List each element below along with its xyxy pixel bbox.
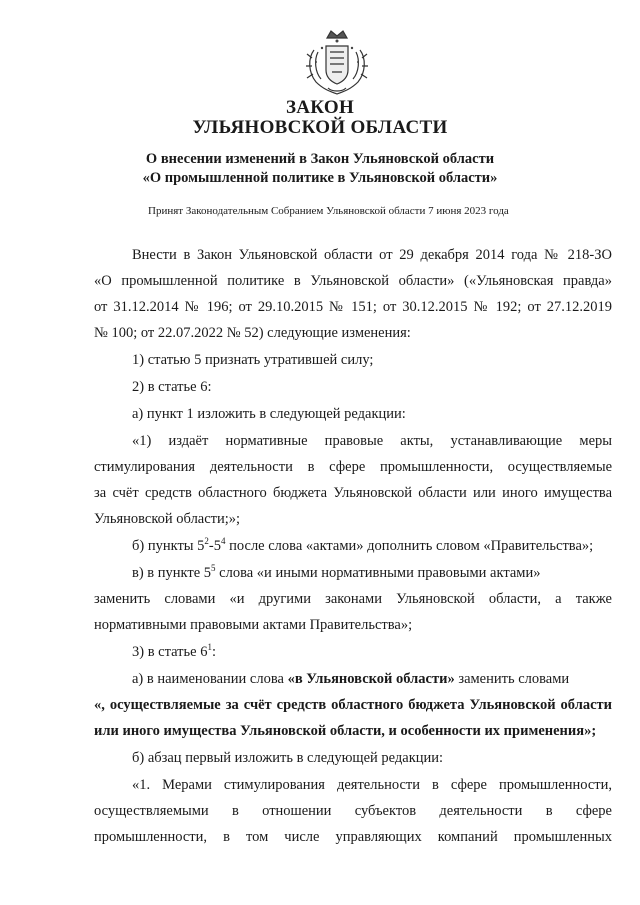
- quote-line: осуществляемыми в отношении субъектов деятельности в сфере: [94, 803, 612, 819]
- coat-of-arms-emblem: [304, 28, 370, 98]
- quote-line: «1) издаёт нормативные правовые акты, устанавливающие меры: [132, 433, 612, 449]
- list-item: 1) статью 5 признать утратившей силу;: [132, 352, 374, 368]
- body-line: «О промышленной политике в Ульяновской области» («Ульяновская правда»: [94, 273, 612, 289]
- list-item: в) в пункте $5^5$ слова «и иными нормативными правовыми актами»: [132, 563, 541, 581]
- region-title: УЛЬЯНОВСКОЙ ОБЛАСТИ: [192, 117, 448, 138]
- list-item: 2) в статье 6:: [132, 379, 212, 395]
- law-subtitle-line2: «О промышленной политике в Ульяновской области»: [142, 170, 498, 186]
- body-line: заменить словами «и другими законами Ульяновской области, а также: [94, 591, 612, 607]
- law-title: ЗАКОН: [285, 97, 355, 118]
- bold-line: или иного имущества Ульяновской области, и особенности их применения»;: [94, 723, 597, 739]
- bold-line: «, осуществляемые за счёт средств областного бюджета Ульяновской области: [94, 697, 612, 713]
- list-item: б) абзац первый изложить в следующей редакции:: [132, 750, 444, 766]
- body-line: № 100; от 22.07.2022 № 52) следующие изменения:: [94, 325, 411, 341]
- quote-line: промышленности, в том числе управляющих компаний промышленных: [94, 829, 612, 845]
- list-item: а) в наименовании слова «в Ульяновской области» заменить словами: [132, 671, 570, 687]
- body-line: от 31.12.2014 № 196; от 29.10.2015 № 151; от 30.12.2015 № 192; от 27.12.2019: [94, 299, 612, 315]
- quote-line: стимулирования деятельности в сфере промышленности, осуществляемые: [94, 459, 612, 475]
- list-item: а) пункт 1 изложить в следующей редакции:: [132, 406, 406, 422]
- body-line: нормативными правовыми актами Правительства»;: [94, 617, 413, 633]
- adoption-note: Принят Законодательным Собранием Ульяновской области 7 июня 2023 года: [148, 205, 509, 217]
- list-item: б) пункты $5^2-5^4$ после слова «актами» дополнить словом «Правительства»;: [132, 536, 594, 554]
- quote-line: за счёт средств областного бюджета Ульяновской области или иного имущества: [94, 485, 612, 501]
- body-line: Внести в Закон Ульяновской области от 29 декабря 2014 года № 218-ЗО: [132, 247, 612, 263]
- quote-line: Ульяновской области;»;: [94, 511, 241, 527]
- law-subtitle-line1: О внесении изменений в Закон Ульяновской области: [145, 151, 495, 167]
- list-item: 3) в статье $6^1$:: [132, 642, 216, 660]
- quote-line: «1. Мерами стимулирования деятельности в сфере промышленности,: [132, 777, 612, 793]
